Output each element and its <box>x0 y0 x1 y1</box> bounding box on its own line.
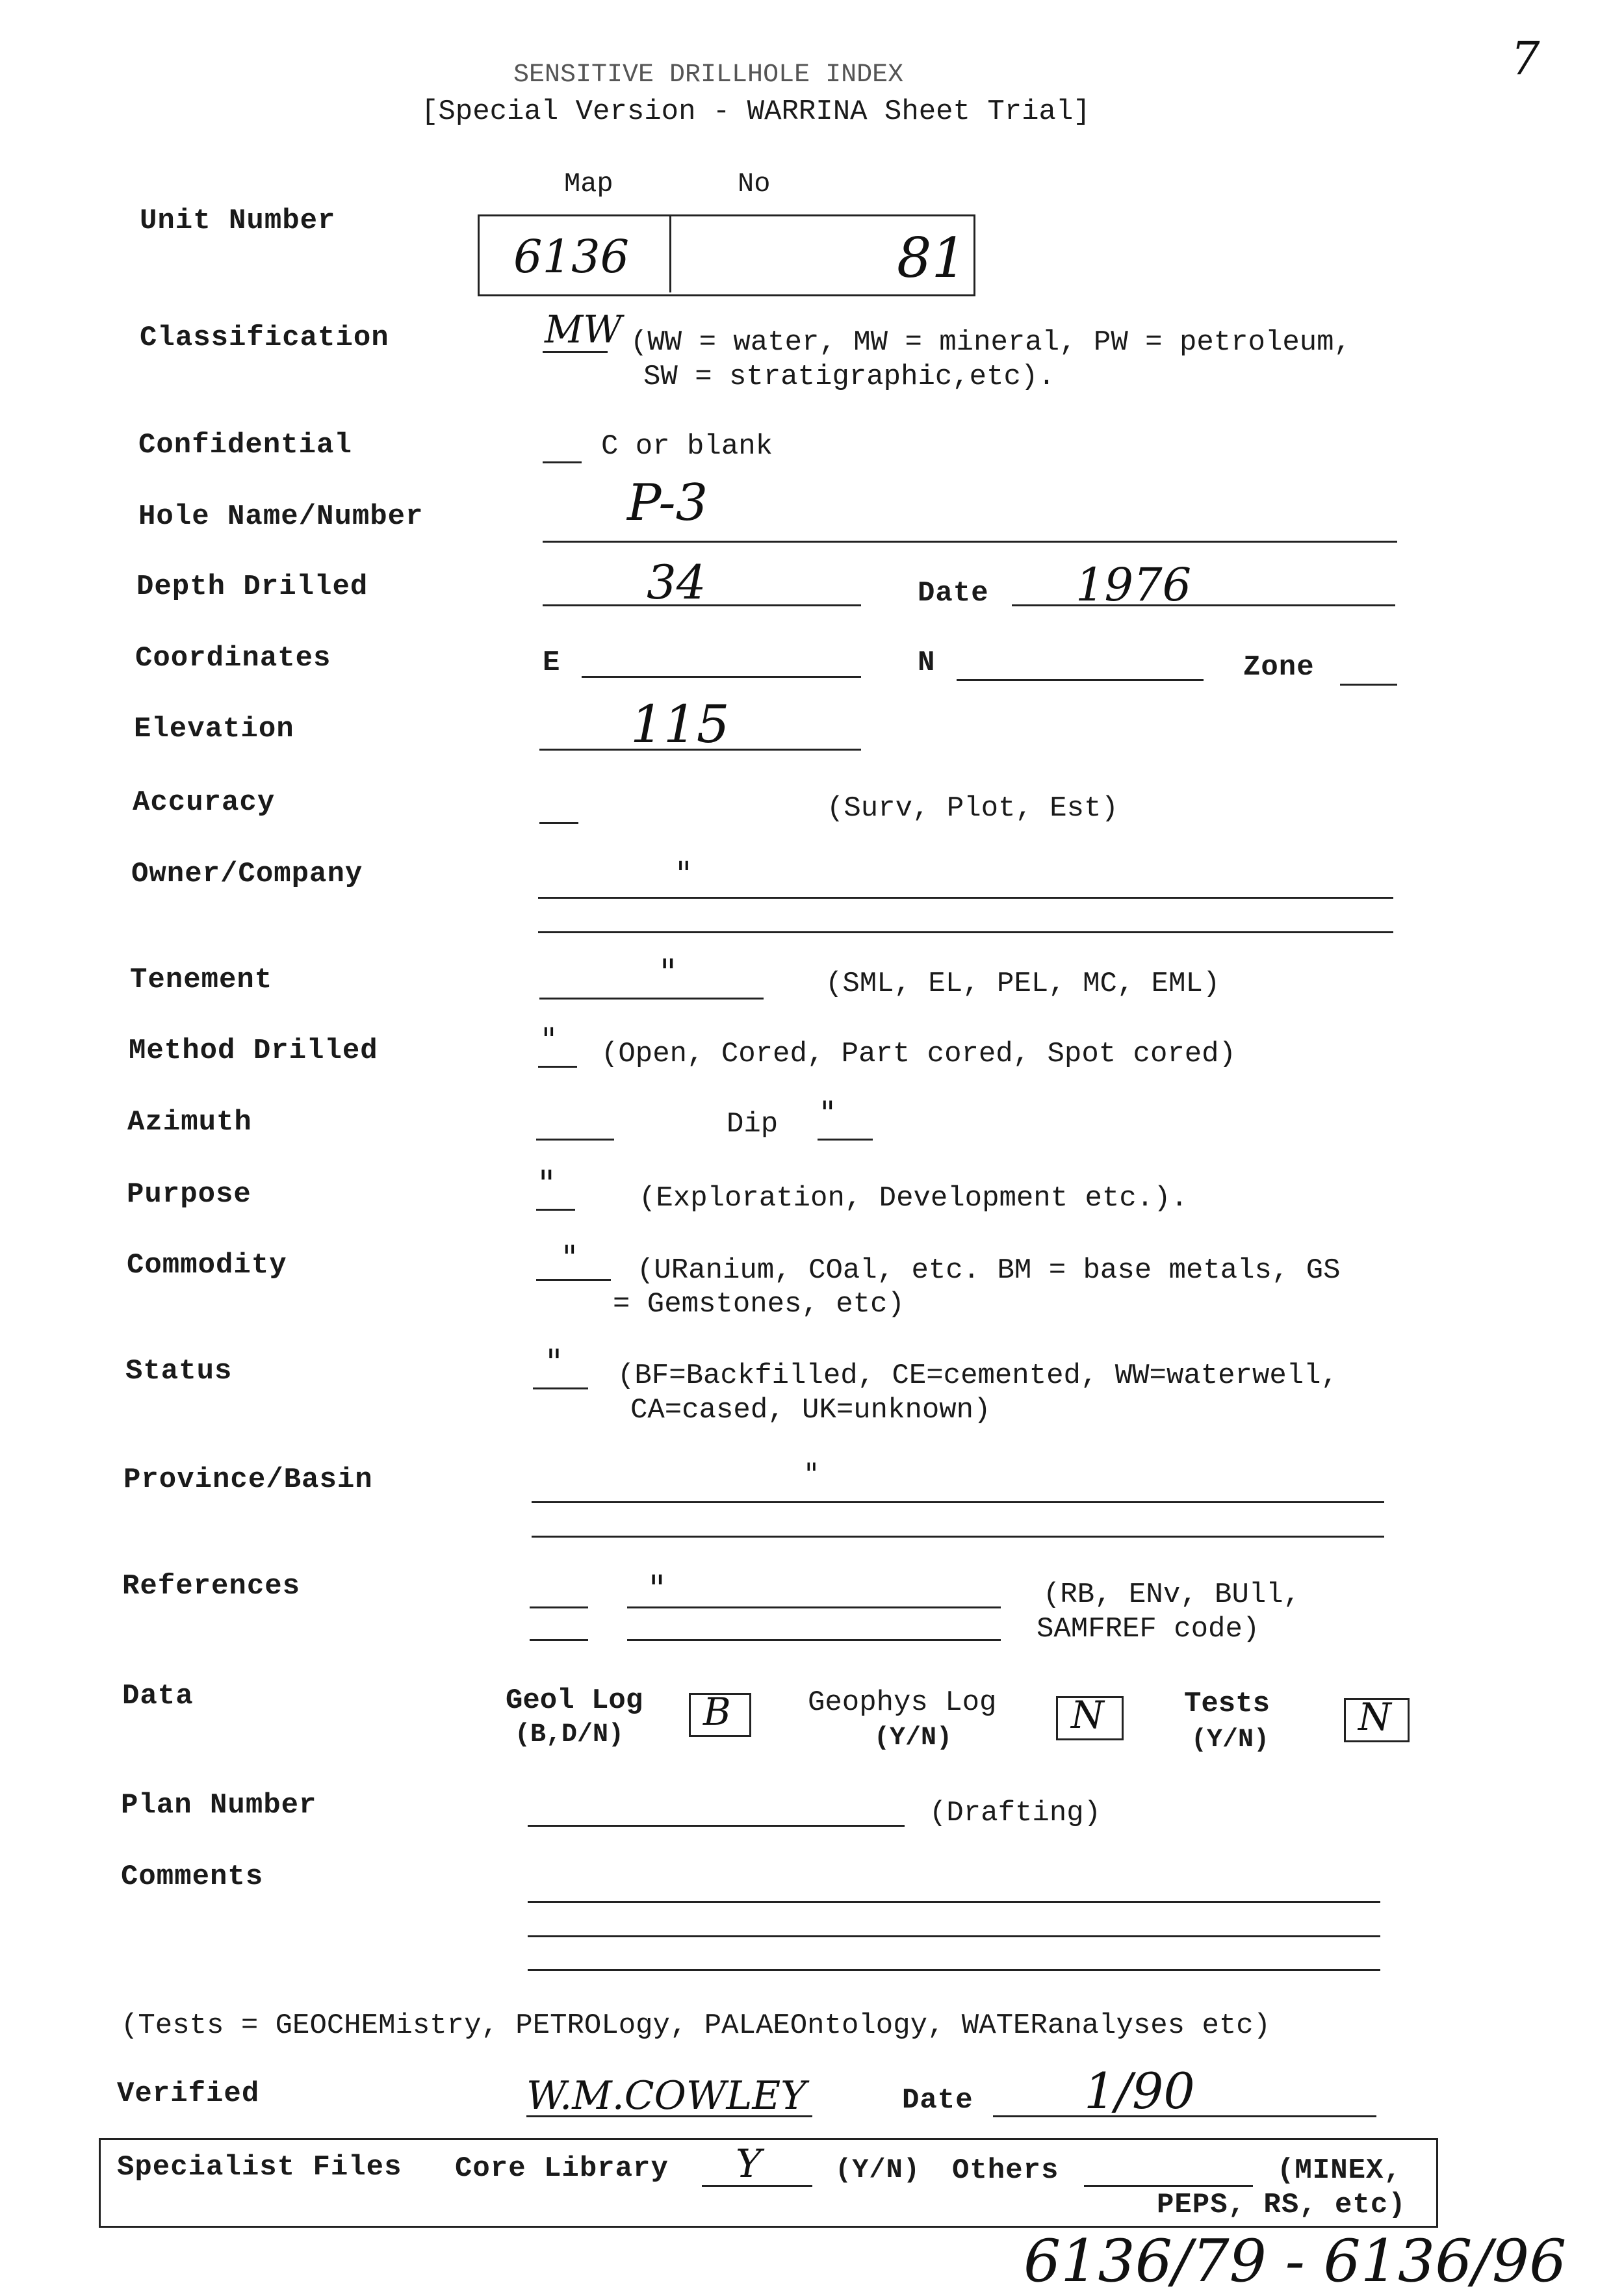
dip-line <box>818 1139 873 1141</box>
verified-date-line <box>993 2115 1376 2117</box>
tenement-value[interactable]: " <box>660 952 677 994</box>
others-hint-1: (MINEX, <box>1277 2154 1402 2187</box>
commodity-label: Commodity <box>127 1249 287 1282</box>
zone-line[interactable] <box>1340 684 1397 686</box>
purpose-label: Purpose <box>127 1178 251 1211</box>
tests-note: (Tests = GEOCHEMistry, PETROLogy, PALAEOntology, WATERanalyses etc) <box>121 2009 1271 2042</box>
others-hint-2: PEPS, RS, etc) <box>1157 2189 1406 2221</box>
no-header: No <box>738 168 771 200</box>
references-code-line-1[interactable] <box>530 1606 588 1608</box>
elevation-label: Elevation <box>134 713 294 745</box>
status-hint-1: (BF=Backfilled, CE=cemented, WW=waterwell, <box>617 1360 1338 1392</box>
tests-value[interactable]: N <box>1358 1695 1391 1739</box>
comments-line-2[interactable] <box>528 1935 1380 1937</box>
date-label: Date <box>918 577 989 610</box>
classification-value[interactable]: MW <box>545 307 623 352</box>
geol-log-sub: (B,D/N) <box>515 1720 625 1749</box>
date-line <box>1012 604 1395 606</box>
plan-number-line[interactable] <box>528 1825 905 1827</box>
coord-n-label: N <box>918 647 936 679</box>
map-header: Map <box>564 168 613 200</box>
purpose-hint: (Exploration, Development etc.). <box>639 1182 1188 1215</box>
hole-name-label: Hole Name/Number <box>138 500 424 533</box>
geophys-log-sub: (Y/N) <box>874 1723 953 1753</box>
verified-label: Verified <box>117 2078 260 2110</box>
others-line[interactable] <box>1084 2185 1253 2187</box>
method-value[interactable]: " <box>541 1021 556 1059</box>
classification-hint-2: SW = stratigraphic,etc). <box>643 361 1055 393</box>
method-line <box>538 1066 577 1068</box>
geophys-log-value[interactable]: N <box>1071 1693 1104 1737</box>
verified-line <box>526 2115 812 2117</box>
comments-line-3[interactable] <box>528 1969 1380 1971</box>
owner-label: Owner/Company <box>131 858 363 890</box>
tenement-line <box>539 998 764 1000</box>
unit-number-divider <box>669 214 671 292</box>
classification-hint-1: (WW = water, MW = mineral, PW = petroleum, <box>630 326 1351 359</box>
province-line-2 <box>532 1536 1384 1538</box>
azimuth-label: Azimuth <box>127 1106 252 1139</box>
specialist-files-label: Specialist Files <box>117 2151 402 2184</box>
plan-number-label: Plan Number <box>121 1789 317 1822</box>
no-value[interactable]: 81 <box>897 226 966 290</box>
accuracy-hint: (Surv, Plot, Est) <box>827 792 1118 825</box>
status-line <box>533 1387 588 1389</box>
elevation-line <box>539 749 861 751</box>
depth-value[interactable]: 34 <box>647 555 706 610</box>
accuracy-label: Accuracy <box>133 786 276 819</box>
comments-label: Comments <box>121 1861 264 1893</box>
classification-label: Classification <box>140 322 389 354</box>
province-value[interactable]: " <box>805 1456 819 1491</box>
purpose-line <box>536 1209 575 1211</box>
verified-signature: W.M.COWLEY <box>526 2073 806 2119</box>
map-value[interactable]: 6136 <box>513 230 630 283</box>
tenement-hint: (SML, EL, PEL, MC, EML) <box>825 968 1220 1000</box>
confidential-label: Confidential <box>138 429 352 461</box>
tenement-label: Tenement <box>130 964 273 996</box>
date-value[interactable]: 1976 <box>1076 558 1192 612</box>
geophys-log-label: Geophys Log <box>808 1686 997 1719</box>
method-label: Method Drilled <box>129 1035 378 1067</box>
purpose-value[interactable]: " <box>538 1163 555 1206</box>
tests-label: Tests <box>1184 1688 1270 1720</box>
elevation-value[interactable]: 115 <box>630 694 730 755</box>
owner-value[interactable]: " <box>676 855 691 894</box>
references-line-1 <box>627 1606 1001 1608</box>
verified-date-label: Date <box>902 2084 973 2117</box>
province-label: Province/Basin <box>123 1464 373 1496</box>
method-hint: (Open, Cored, Part cored, Spot cored) <box>601 1038 1236 1070</box>
confidential-hint: C or blank <box>601 430 773 463</box>
owner-line-1 <box>538 897 1393 899</box>
geol-log-label: Geol Log <box>506 1684 643 1717</box>
status-value[interactable]: " <box>546 1342 562 1383</box>
unit-number-label: Unit Number <box>140 205 336 237</box>
coordinates-label: Coordinates <box>135 642 331 675</box>
confidential-line[interactable] <box>543 461 582 463</box>
form-subtitle: [Special Version - WARRINA Sheet Trial] <box>421 96 1090 128</box>
zone-label: Zone <box>1243 651 1315 684</box>
dip-value[interactable]: " <box>820 1094 835 1132</box>
core-library-label: Core Library <box>455 2152 669 2185</box>
hole-name-value[interactable]: P-3 <box>627 474 708 532</box>
commodity-hint-1: (URanium, COal, etc. BM = base metals, GS <box>637 1254 1341 1287</box>
dip-label: Dip <box>727 1108 779 1141</box>
status-label: Status <box>125 1355 233 1387</box>
owner-line-2 <box>538 931 1393 933</box>
coord-n-line[interactable] <box>957 679 1204 681</box>
classification-line <box>543 351 608 353</box>
core-library-yn: (Y/N) <box>835 2154 921 2186</box>
plan-number-hint: (Drafting) <box>929 1797 1102 1829</box>
others-label: Others <box>952 2154 1059 2187</box>
commodity-value[interactable]: " <box>562 1239 577 1276</box>
comments-line-1[interactable] <box>528 1901 1380 1903</box>
azimuth-line[interactable] <box>536 1139 614 1141</box>
references-label: References <box>122 1570 301 1603</box>
status-hint-2: CA=cased, UK=unknown) <box>630 1394 991 1426</box>
accuracy-line[interactable] <box>539 822 578 824</box>
tests-sub: (Y/N) <box>1191 1725 1270 1755</box>
references-hint-2: SAMFREF code) <box>1037 1613 1260 1645</box>
geol-log-value[interactable]: B <box>703 1690 731 1734</box>
depth-label: Depth Drilled <box>136 571 368 603</box>
references-line-2 <box>627 1639 1001 1641</box>
page-number-mark: 7 <box>1511 32 1540 85</box>
commodity-line <box>536 1279 611 1281</box>
hole-name-line <box>543 541 1397 543</box>
core-library-value[interactable]: Y <box>736 2141 762 2187</box>
verified-date-value[interactable]: 1/90 <box>1084 2062 1195 2120</box>
province-line-1 <box>532 1501 1384 1503</box>
commodity-hint-2: = Gemstones, etc) <box>613 1288 905 1321</box>
depth-line <box>543 604 861 606</box>
footer-range: 6136/79 - 6136/96 <box>1024 2227 1567 2295</box>
references-hint-1: (RB, ENv, BUll, <box>1043 1579 1301 1611</box>
coord-e-line[interactable] <box>582 676 861 678</box>
struck-title: SENSITIVE DRILLHOLE INDEX <box>513 60 904 90</box>
coord-e-label: E <box>543 647 561 679</box>
references-value[interactable]: " <box>649 1568 665 1610</box>
core-library-line <box>702 2185 812 2187</box>
references-code-line-2[interactable] <box>530 1639 588 1641</box>
data-label: Data <box>122 1680 194 1712</box>
